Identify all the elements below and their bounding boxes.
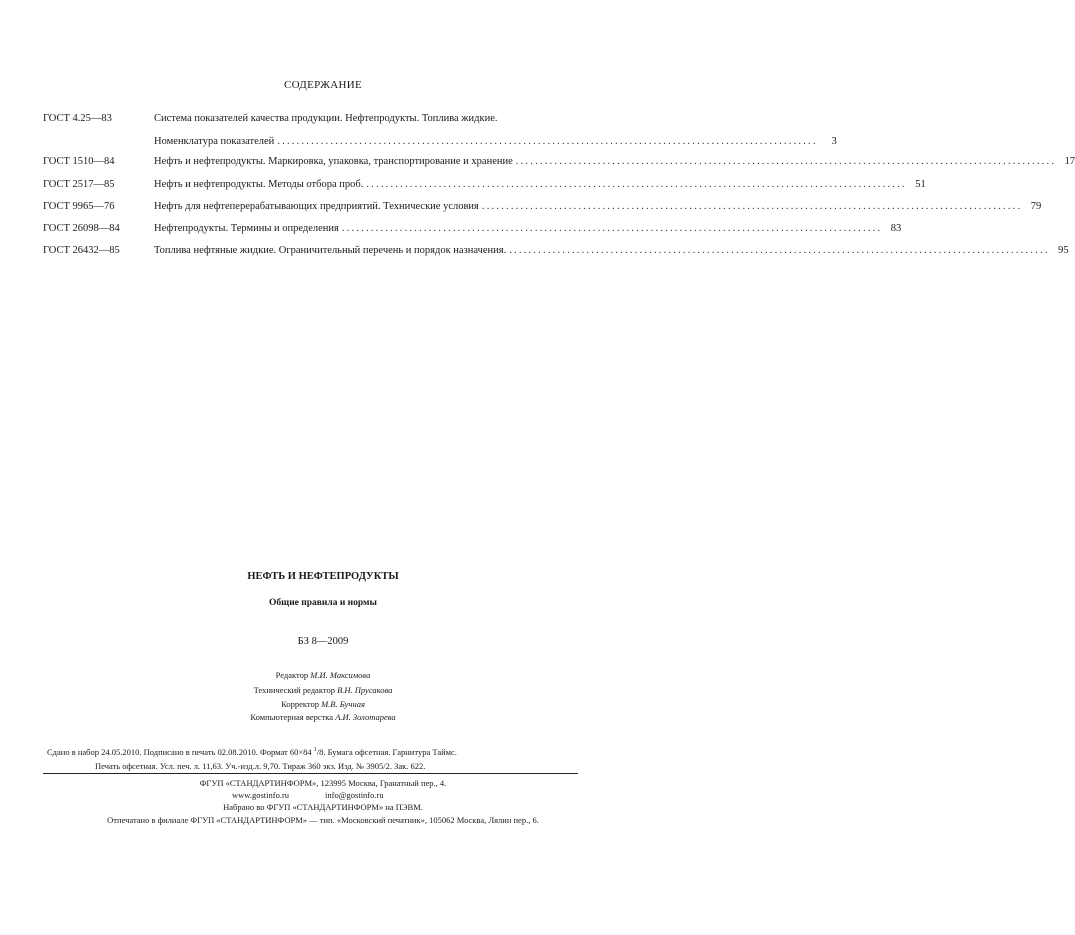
collection-code: БЗ 8—2009 <box>297 636 349 647</box>
credit-person: В.Н. Прусакова <box>337 685 393 695</box>
publisher-address: ФГУП «СТАНДАРТИНФОРМ», 123995 Москва, Гранатный пер., 4. <box>199 778 447 788</box>
toc-entry[interactable] <box>43 223 902 237</box>
credit-role: Компьютерная верстка <box>250 712 334 722</box>
toc-entry-title: Система показателей качества продукции. Нефтепродукты. Топлива жидкие. <box>154 113 498 124</box>
format-fraction-numerator: 1 <box>313 747 317 754</box>
toc-entry-continuation[interactable] <box>43 136 837 150</box>
toc-entry-code: ГОСТ 4.25—83 <box>43 113 112 124</box>
credit-proofreader <box>0 699 646 709</box>
toc-entry-page: 83 <box>890 223 902 234</box>
divider-line <box>43 773 578 774</box>
toc-entry-title: Нефть для нефтеперерабатывающих предприятий. Технические условия <box>154 201 479 212</box>
toc-entry[interactable] <box>43 113 573 127</box>
imprint-line-1 <box>47 747 457 757</box>
toc-entry-title: Нефтепродукты. Термины и определения <box>154 223 339 234</box>
toc-heading: СОДЕРЖАНИЕ <box>283 79 363 91</box>
toc-entry-code: ГОСТ 26432—85 <box>43 245 120 256</box>
toc-entry-page: 3 <box>831 136 837 147</box>
toc-leader-dots: ................................................................................................................ <box>509 245 1050 256</box>
credit-role: Корректор <box>281 699 319 709</box>
credit-layout <box>0 712 646 722</box>
format-fraction-denominator: /8 <box>316 747 324 757</box>
imprint-text: Сдано в набор 24.05.2010. Подписано в печать 02.08.2010. Формат 60×84 <box>47 747 314 757</box>
toc-leader-dots: ................................................................................................................ <box>366 179 907 190</box>
imprint-line-2: Печать офсетная. Усл. печ. л. 11,63. Уч.-изд.л. 9,70. Тираж 360 экз. Изд. № 3905/2. Зак. 622. <box>95 761 426 771</box>
toc-leader-dots: ................................................................................................................ <box>277 136 818 147</box>
toc-entry-page: 95 <box>1058 245 1069 256</box>
toc-leader-dots: ................................................................................................................ <box>341 223 883 234</box>
collection-title: НЕФТЬ И НЕФТЕПРОДУКТЫ <box>247 571 399 582</box>
toc-entry-page: 51 <box>915 179 926 190</box>
credit-person: М.В. Бучная <box>321 699 365 709</box>
typeset-note: Набрано во ФГУП «СТАНДАРТИНФОРМ» на ПЭВМ. <box>223 802 423 812</box>
credit-role: Редактор <box>275 670 309 680</box>
toc-entry-title: Топлива нефтяные жидкие. Ограничительный перечень и порядок назначения. <box>154 245 507 256</box>
toc-entry[interactable] <box>43 179 926 193</box>
toc-entry[interactable] <box>43 156 1075 170</box>
toc-entry[interactable] <box>43 245 1069 259</box>
printed-note: Отпечатано в филиале ФГУП «СТАНДАРТИНФОРМ» — тип. «Московский печатник», 105062 Москва, Лялин пер., 6. <box>107 815 539 825</box>
toc-leader-dots: ................................................................................................................ <box>515 156 1057 167</box>
credit-person: А.И. Золотарева <box>335 712 396 722</box>
toc-entry-title-cont: Номенклатура показателей <box>154 136 275 147</box>
publisher-website[interactable]: www.gostinfo.ru <box>232 790 290 800</box>
publisher-email[interactable]: info@gostinfo.ru <box>325 790 384 800</box>
toc-entry-page: 79 <box>1030 201 1042 212</box>
toc-entry-title: Нефть и нефтепродукты. Маркировка, упаковка, транспортирование и хранение <box>154 156 513 167</box>
credit-editor <box>0 670 646 680</box>
toc-entry-code: ГОСТ 26098—84 <box>43 223 120 234</box>
toc-entry-title: Нефть и нефтепродукты. Методы отбора проб. <box>154 179 364 190</box>
toc-entry-code: ГОСТ 9965—76 <box>43 201 115 212</box>
toc-entry-code: ГОСТ 2517—85 <box>43 179 115 190</box>
toc-leader-dots: ................................................................................................................ <box>481 201 1023 212</box>
credit-technical-editor <box>0 685 646 695</box>
credit-person: М.И. Максимова <box>310 670 371 680</box>
toc-entry-page: 17 <box>1064 156 1075 167</box>
toc-entry[interactable] <box>43 201 1042 215</box>
credit-role: Технический редактор <box>253 685 335 695</box>
toc-entry-code: ГОСТ 1510—84 <box>43 156 115 167</box>
collection-subtitle: Общие правила и нормы <box>269 598 377 608</box>
imprint-text: . Бумага офсетная. Гарнитура Таймс. <box>323 747 457 757</box>
